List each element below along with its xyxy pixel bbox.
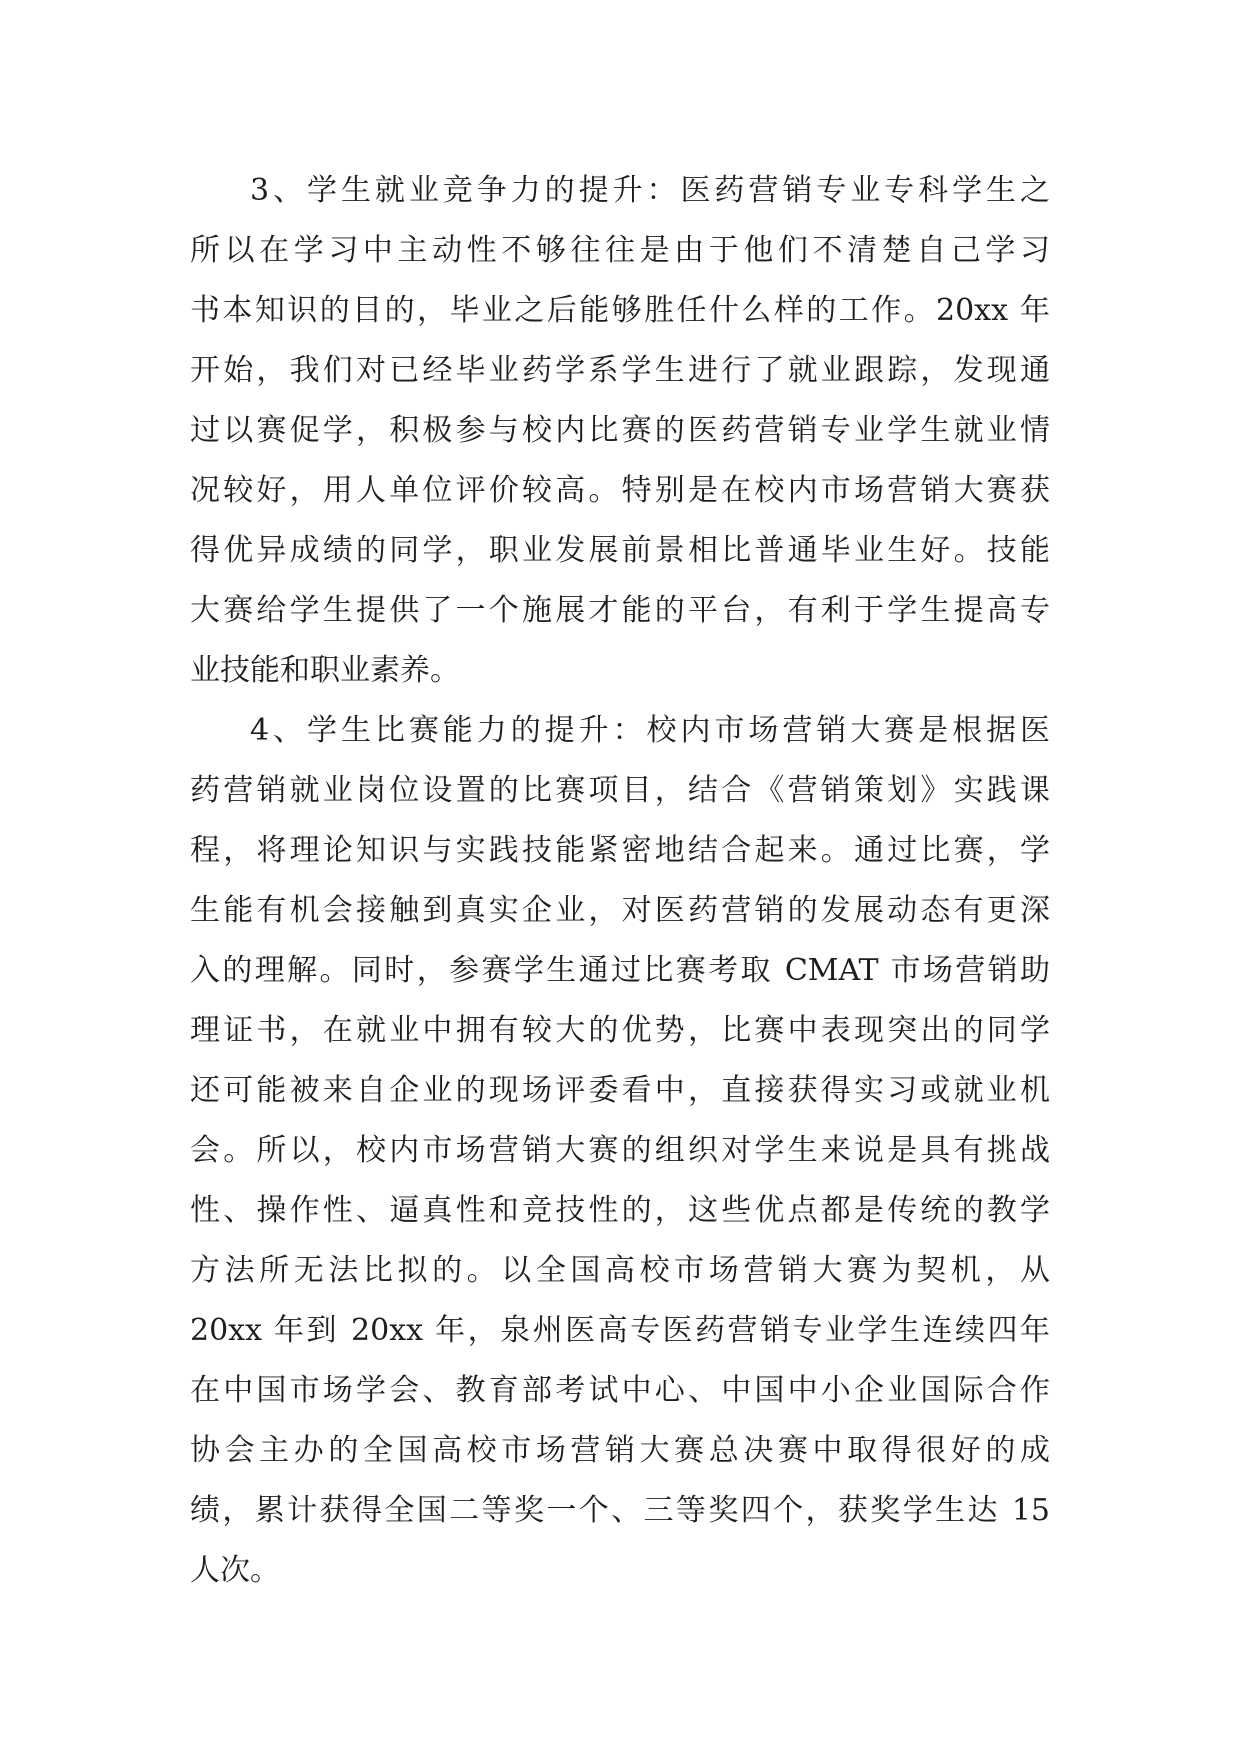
text-line: 人次。 — [190, 1553, 280, 1588]
text-line: 生能有机会接触到真实企业，对医药营销的发展动态有更深 — [190, 893, 1050, 928]
paragraph-4-competition-ability — [190, 701, 1050, 1601]
text-line: 理证书，在就业中拥有较大的优势，比赛中表现突出的同学 — [190, 1013, 1050, 1048]
text-line: 3、学生就业竞争力的提升：医药营销专业专科学生之 — [250, 173, 1050, 208]
text-line: 开始，我们对已经毕业药学系学生进行了就业跟踪，发现通 — [190, 353, 1050, 388]
text-line: 业技能和职业素养。 — [190, 653, 460, 688]
text-line: 协会主办的全国高校市场营销大赛总决赛中取得很好的成 — [190, 1433, 1050, 1468]
text-line: 20xx 年到 20xx 年，泉州医高专医药营销专业学生连续四年 — [190, 1313, 1050, 1348]
text-line: 会。所以，校内市场营销大赛的组织对学生来说是具有挑战 — [190, 1133, 1050, 1168]
text-line: 得优异成绩的同学，职业发展前景相比普通毕业生好。技能 — [190, 533, 1050, 568]
text-line: 药营销就业岗位设置的比赛项目，结合《营销策划》实践课 — [190, 773, 1050, 808]
text-line: 方法所无法比拟的。以全国高校市场营销大赛为契机，从 — [190, 1253, 1050, 1288]
paragraph-3-employment-competitiveness — [190, 161, 1050, 701]
text-line: 在中国市场学会、教育部考试中心、中国中小企业国际合作 — [190, 1373, 1050, 1408]
text-line: 大赛给学生提供了一个施展才能的平台，有利于学生提高专 — [190, 593, 1050, 628]
text-line: 入的理解。同时，参赛学生通过比赛考取 CMAT 市场营销助 — [190, 953, 1050, 988]
text-line: 性、操作性、逼真性和竞技性的，这些优点都是传统的教学 — [190, 1193, 1050, 1228]
text-line: 4、学生比赛能力的提升：校内市场营销大赛是根据医 — [250, 713, 1050, 748]
text-line: 还可能被来自企业的现场评委看中，直接获得实习或就业机 — [190, 1073, 1050, 1108]
text-line: 绩，累计获得全国二等奖一个、三等奖四个，获奖学生达 15 — [190, 1493, 1050, 1528]
text-line: 程，将理论知识与实践技能紧密地结合起来。通过比赛，学 — [190, 833, 1050, 868]
body-text — [190, 161, 1050, 1601]
text-line: 所以在学习中主动性不够往往是由于他们不清楚自己学习 — [190, 233, 1050, 268]
text-line: 过以赛促学，积极参与校内比赛的医药营销专业学生就业情 — [190, 413, 1050, 448]
text-line: 书本知识的目的，毕业之后能够胜任什么样的工作。20xx 年 — [190, 293, 1050, 328]
text-line: 况较好，用人单位评价较高。特别是在校内市场营销大赛获 — [190, 473, 1050, 508]
